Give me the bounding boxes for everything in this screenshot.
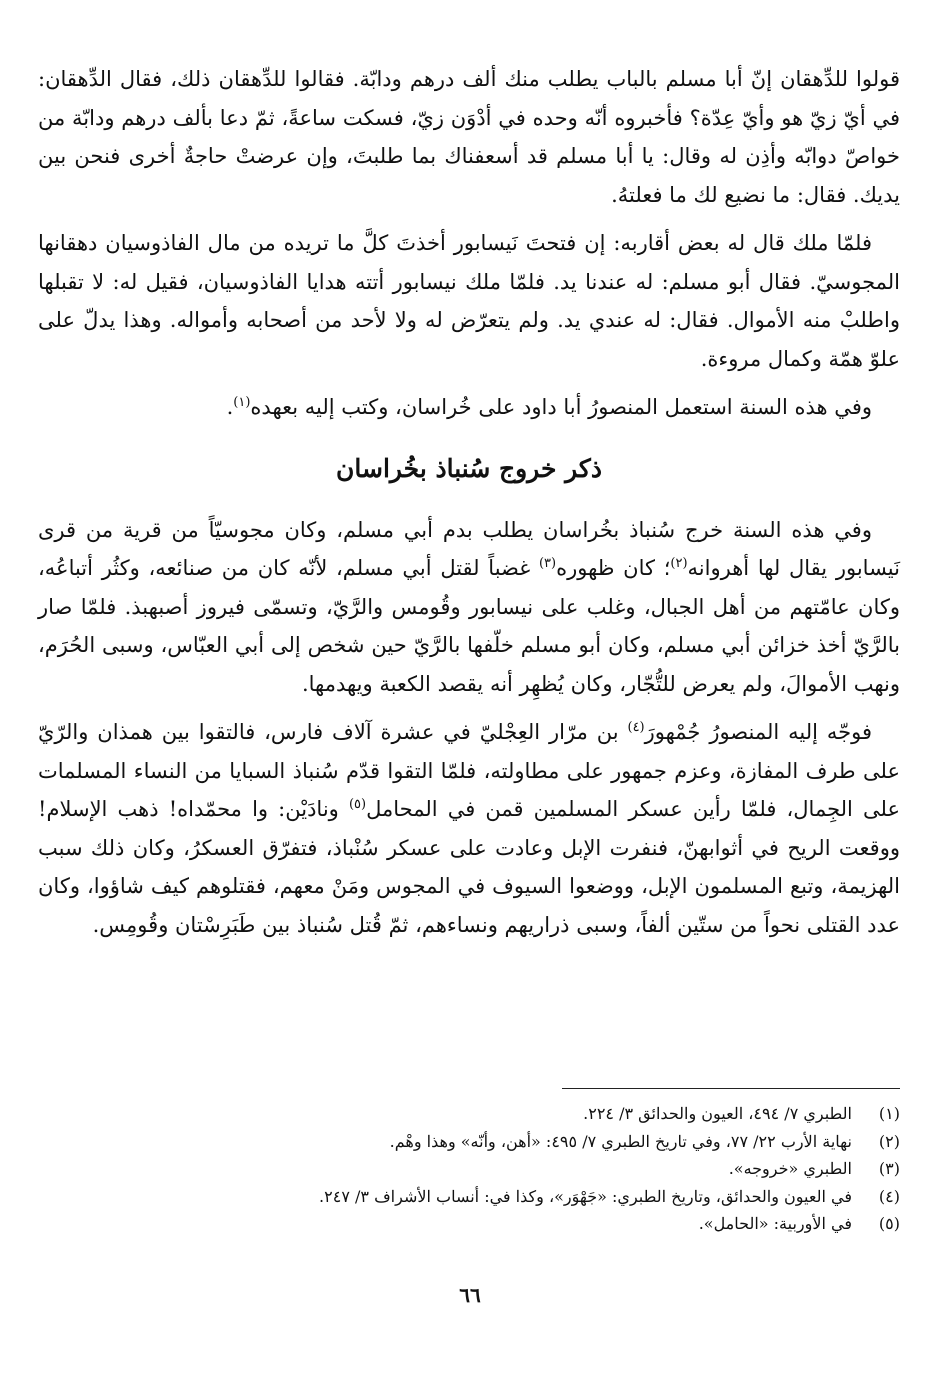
paragraph-1: قولوا للدِّهقان إنّ أبا مسلم بالباب يطلب منك ألف درهم ودابّة. فقالوا للدِّهقان ذلك، فقال الدِّهقان: في أيّ زيّ هو وأيّ عِدّة؟ فأخبروه أنّه وحده في أدْوَن زيّ، فسكت ساعةً، ثمّ دعا بألف درهم ودابّة من خواصّ دوابّه وأذِن له وقال: يا أبا مسلم قد أسعفناك بما طلبتَ، وإن عرضتْ حاجةٌ أخرى فنحن بين يديك. فقال: ما نضيع لك ما فعلتهُ.	[38, 67, 900, 207]
paragraph-2: فلمّا ملك قال له بعض أقاربه: إن فتحتَ نَيسابور أخذتَ كلَّ ما تريده من مال الفاذوسيان دهقانها المجوسيّ. فقال أبو مسلم: له عندنا يد. فلمّا ملك نيسابور أتته هدايا الفاذوسيان، فقيل له: لا تقبلها واطلبْ منه الأموال. فقال: له عندي يد. ولم يتعرّض له ولا لأحد من أصحابه وأمواله. وهذا يدلّ على علوّ همّة وكمال مروءة.	[38, 231, 900, 371]
paragraph-5-part-2: بن مرّار العِجْليّ في عشرة آلاف فارس، فالتقوا بين همذان والرّيّ على طرف المفازة، وعزم جمهور على مطاولته، فلمّا التقوا قدّم سُنباذ السبايا من النساء المسلمات على الجِمال، فلمّا رأين عسكر المسلمين قمن في المحامل	[38, 720, 900, 821]
footnote-item	[100, 1155, 900, 1183]
footnotes	[100, 1100, 900, 1238]
footnote-ref-4: (٤)	[627, 720, 645, 735]
footnote-text: في الأوربية: «الحامل».	[698, 1214, 852, 1233]
footnote-number: (٣)	[878, 1159, 900, 1178]
paragraph-4-part-2: ؛ كان ظهوره	[556, 556, 671, 580]
page-body	[38, 60, 900, 954]
paragraph-3	[38, 388, 900, 427]
paragraph-5-part-3: ونادَيْن: وا محمّداه! ذهب الإسلام! ووقعت الريح في أثوابهنّ، فنفرت الإبل وعادت على عسكر سُنْباذ، فتفرّق العسكرُ، وكان ذلك سبب الهزيمة، وتبع المسلمون الإبل، ووضعوا السيوف في المجوس ومَنْ معهم، فقتلوهم كيف شاؤوا، وكان عدد القتلى نحواً من ستّين ألفاً، وسبى ذراريهم ونساءهم، ثمّ قُتل سُنباذ بين طَبَرِسْتان وقُومِس.	[38, 797, 900, 937]
paragraph-3-text: وفي هذه السنة استعمل المنصورُ أبا داود على خُراسان، وكتب إليه بعهده	[250, 395, 872, 419]
footnote-text: الطبري ٧/ ٤٩٤، العيون والحدائق ٣/ ٢٢٤.	[583, 1104, 852, 1123]
footnote-ref-2: (٢)	[670, 556, 688, 571]
footnote-item	[100, 1128, 900, 1156]
footnote-ref-1: (١)	[233, 395, 251, 410]
paragraph-4-part-3: غضباً لقتل أبي مسلم، لأنّه كان من صنائعه، وكثُر أتباعُه، وكان عامّتهم من أهل الجبال، وغلب على نيسابور وقُومس والرَّيّ، وتسمّى فيروز أصبهبذ. فلمّا صار بالرَّيّ أخذ خزائن أبي مسلم، وكان أبو مسلم خلّفها بالرَّيّ حين شخص إلى أبي العبّاس، وسبى الحُرَم، ونهب الأموالَ، ولم يعرض للتُّجّار، وكان يُظهِر أنه يقصد الكعبة ويهدمها.	[38, 556, 900, 696]
paragraph-4	[38, 511, 900, 704]
paragraph-5	[38, 713, 900, 944]
paragraph-4-part-1: وفي هذه السنة خرج سُنباذ بخُراسان يطلب بدم أبي مسلم، وكان مجوسيّاً من قرية من قرى نَيسابور يقال لها أهروانه	[38, 517, 900, 580]
section-title: ذكر خروج سُنباذ بخُراسان	[336, 453, 602, 483]
paragraph-5-part-1: فوجّه إليه المنصورُ جُمْهورَ	[644, 720, 872, 744]
footnote-number: (٢)	[878, 1131, 900, 1151]
footnote-text: الطبري «خروجه».	[728, 1159, 852, 1178]
paragraph-3-end: .	[226, 395, 234, 419]
footnote-item	[100, 1100, 900, 1128]
footnote-number: (٥)	[878, 1214, 900, 1233]
footnote-number: (١)	[878, 1104, 900, 1123]
footnote-text: نهاية الأرب ٢٢/ ٧٧، وفي تاريخ الطبري ٧/ ٤٩٥: «أهن، وأنّه» وهذا وهْم.	[389, 1131, 852, 1151]
footnote-divider	[562, 1088, 900, 1089]
footnote-ref-3: (٣)	[538, 556, 557, 571]
footnote-text: في العيون والحدائق، وتاريخ الطبري: «جَهْوَر»، وكذا في: أنساب الأشراف ٣/ ٢٤٧.	[319, 1186, 852, 1206]
footnote-number: (٤)	[878, 1186, 900, 1206]
footnote-ref-5: (٥)	[348, 797, 367, 812]
footnote-item	[100, 1210, 900, 1238]
footnote-item	[100, 1183, 900, 1211]
page-number: ٦٦	[459, 1283, 481, 1307]
